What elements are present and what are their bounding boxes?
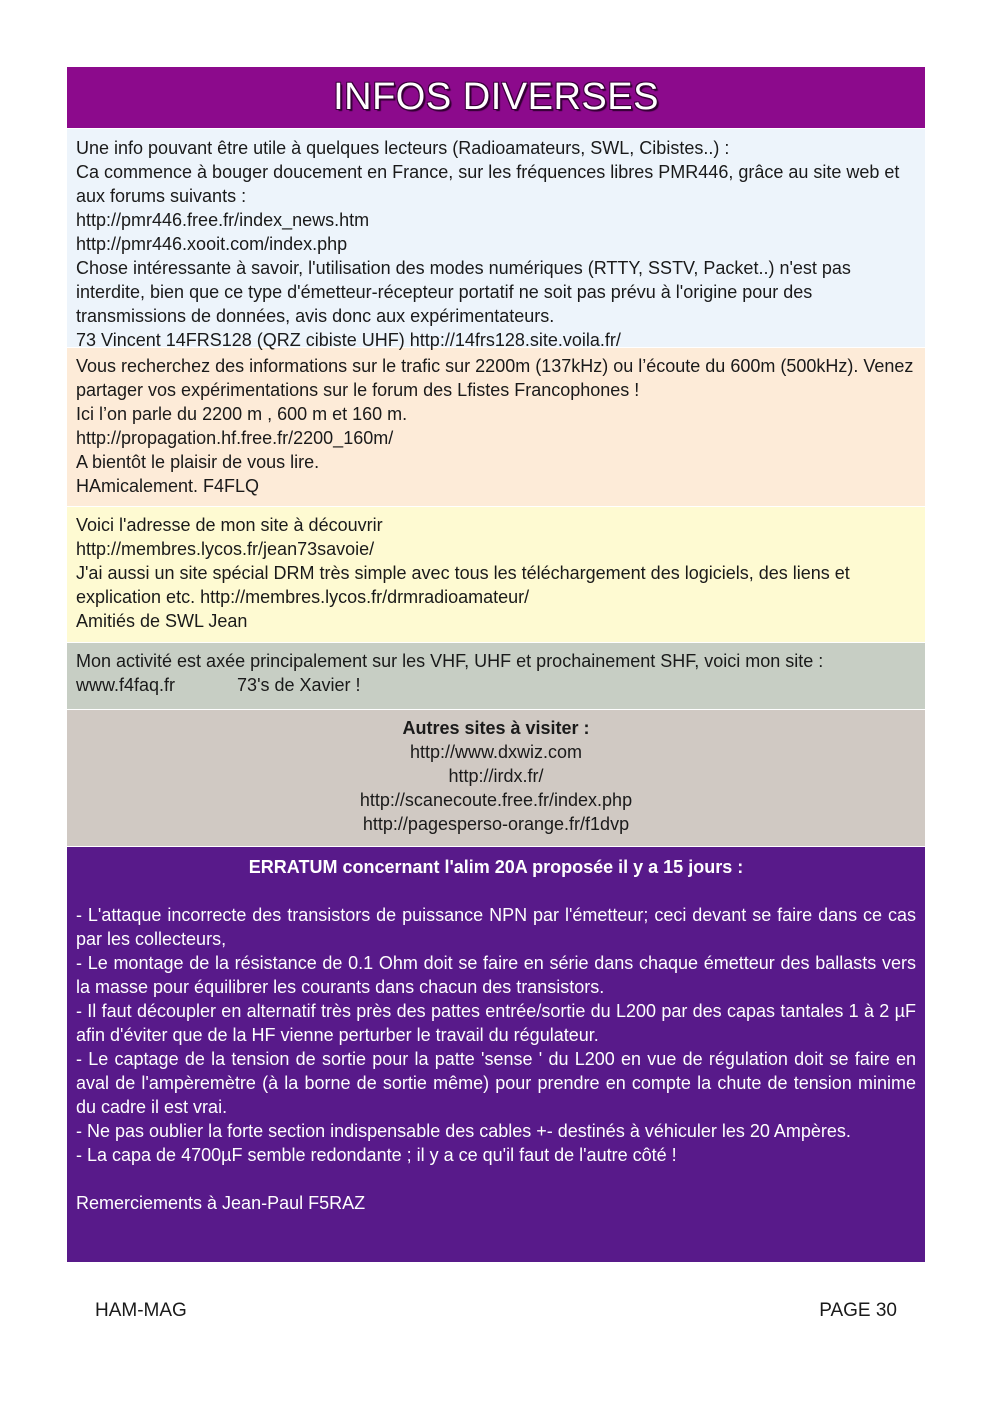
text-line: Une info pouvant être utile à quelques lecteurs (Radioamateurs, SWL, Cibistes..) : xyxy=(76,138,730,158)
signature-row xyxy=(76,673,916,697)
site-link: http://pagesperso-orange.fr/f1dvp xyxy=(362,814,630,834)
link-text: http://pmr446.xooit.com/index.php xyxy=(76,234,348,254)
link-text: http://pmr446.free.fr/index_news.htm xyxy=(76,210,370,230)
footer-magazine-name: HAM-MAG xyxy=(95,1300,187,1321)
signature-line: Amitiés de SWL Jean xyxy=(76,611,248,631)
info-block-pmr446 xyxy=(67,128,925,350)
text-line: Voici l'adresse de mon site à découvrir xyxy=(76,515,383,535)
info-block-xavier xyxy=(67,642,925,709)
erratum-heading: ERRATUM concernant l'alim 20A proposée il y a 15 jours : xyxy=(248,857,744,877)
footer-page-number: PAGE 30 xyxy=(819,1300,897,1321)
signature-line: HAmicalement. F4FLQ xyxy=(76,476,260,496)
other-sites-heading: Autres sites à visiter : xyxy=(402,718,590,738)
title-banner xyxy=(67,67,925,128)
other-sites-block xyxy=(67,709,925,846)
text-line: Chose intéressante à savoir, l'utilisation des modes numériques (RTTY, SSTV, Packet..) n'est pas interdite, bien que ce type d'émetteur-récepteur portatif ne soit pas prévu à l'origine pour des transmissions de données, avis donc aux expérimentateurs. xyxy=(76,258,851,326)
text-line: Vous recherchez des informations sur le trafic sur 2200m (137kHz) ou l’écoute du 600m (500kHz). Venez partager vos expérimentations sur le forum des Lfistes Francophones ! xyxy=(76,356,914,400)
page-title: INFOS DIVERSES xyxy=(333,76,659,118)
signature-line: 73's de Xavier ! xyxy=(237,675,361,695)
site-link: http://scanecoute.free.fr/index.php xyxy=(359,790,633,810)
erratum-item: - Ne pas oublier la forte section indispensable des cables +- destinés à véhiculer les 20 Ampères. xyxy=(76,1121,851,1141)
text-line: Mon activité est axée principalement sur les VHF, UHF et prochainement SHF, voici mon site : xyxy=(76,651,824,671)
signature-line: 73 Vincent 14FRS128 (QRZ cibiste UHF) http://14frs128.site.voila.fr/ xyxy=(76,330,621,350)
text-line: Ca commence à bouger doucement en France, sur les fréquences libres PMR446, grâce au site web et aux forums suivants : xyxy=(76,162,900,206)
info-block-lf xyxy=(67,347,925,506)
erratum-block xyxy=(67,846,925,1262)
erratum-item: - Il faut découpler en alternatif très près des pattes entrée/sortie du L200 par des capas tantales 1 à 2 µF afin d'éviter que de la HF vienne perturber le travail du régulateur. xyxy=(76,1001,916,1045)
erratum-item: - Le montage de la résistance de 0.1 Ohm doit se faire en série dans chaque émetteur des ballasts vers la masse pour équilibrer les courants dans chacun des transistors. xyxy=(76,953,916,997)
erratum-item: - Le captage de la tension de sortie pour la patte 'sense ' du L200 en vue de régulation doit se faire en aval de l'ampèremètre (à la borne de sortie même) pour prendre en compte la chute de tension minime du cadre il est vrai. xyxy=(76,1049,916,1117)
info-block-swl-jean xyxy=(67,506,925,642)
link-text: http://membres.lycos.fr/jean73savoie/ xyxy=(76,539,375,559)
link-text: http://propagation.hf.free.fr/2200_160m/ xyxy=(76,428,394,448)
erratum-thanks: Remerciements à Jean-Paul F5RAZ xyxy=(76,1193,366,1213)
text-line: Ici l’on parle du 2200 m , 600 m et 160 m. xyxy=(76,404,408,424)
site-link: http://www.dxwiz.com xyxy=(409,742,583,762)
text-line: J'ai aussi un site spécial DRM très simple avec tous les téléchargement des logiciels, des liens et explication etc. http://membres.lycos.fr/drmradioamateur/ xyxy=(76,563,850,607)
site-link: http://irdx.fr/ xyxy=(448,766,544,786)
link-text: www.f4faq.fr xyxy=(76,675,176,695)
article-sheet xyxy=(67,67,925,1262)
text-line: A bientôt le plaisir de vous lire. xyxy=(76,452,320,472)
erratum-item: - L'attaque incorrecte des transistors de puissance NPN par l'émetteur; ceci devant se faire dans ce cas par les collecteurs, xyxy=(76,905,916,949)
erratum-item: - La capa de 4700µF semble redondante ; il y a ce qu'il faut de l'autre côté ! xyxy=(76,1145,677,1165)
